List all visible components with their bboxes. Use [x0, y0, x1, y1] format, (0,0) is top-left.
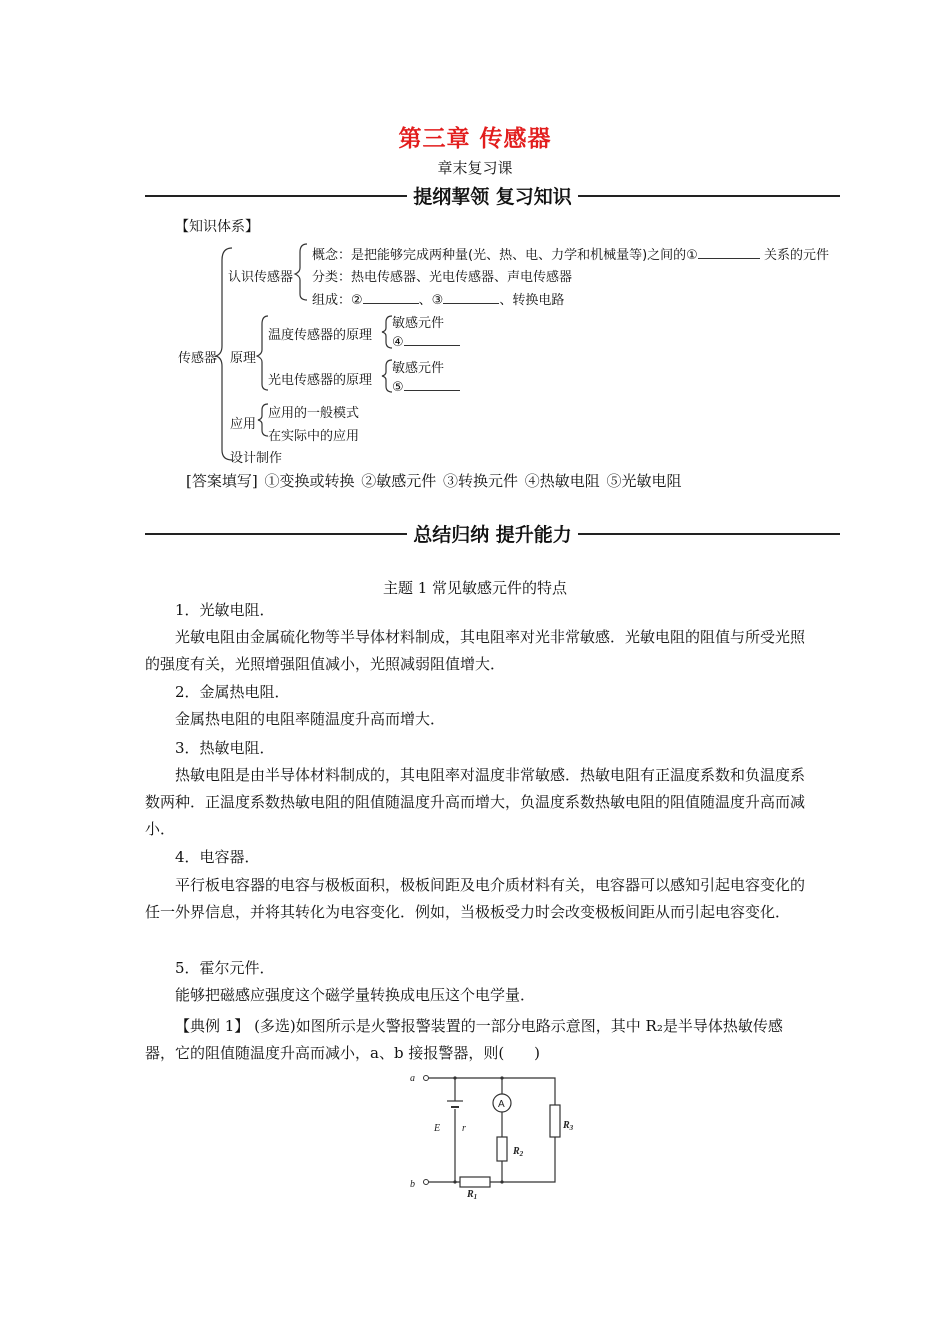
- topic-heading: 主题 1 常见敏感元件的特点: [382, 579, 568, 597]
- blank-3: [443, 303, 499, 304]
- tree-b3: 应用: [230, 417, 257, 432]
- app-brace: [258, 404, 268, 436]
- tree-b3-1: 应用的一般模式: [268, 406, 360, 421]
- tree-b4: 设计制作: [230, 451, 283, 466]
- concept-tail: 关系的元件: [763, 248, 829, 263]
- item-3-title: 3．热敏电阻．: [175, 739, 275, 757]
- blank-5: [404, 390, 460, 391]
- tree-b2-temp-2: ④: [392, 335, 460, 350]
- item-5-title: 5．霍尔元件．: [175, 959, 275, 977]
- tree-b3-2: 在实际中的应用: [268, 429, 360, 444]
- item-4-title: 4．电容器．: [175, 848, 260, 866]
- b1-brace: [295, 244, 307, 300]
- item-3-text: 热敏电阻是由半导体材料制成的，其电阻率对温度非常敏感．热敏电阻有正温度系数和负温度系数两种．正温度系数热敏电阻的阻值随温度升高而增大，负温度系数热敏电阻的阻值随温度升高而减小．: [145, 766, 806, 838]
- b2-brace: [257, 316, 268, 390]
- banner-outline: [145, 182, 840, 210]
- r3-label: $R_3$: [563, 1120, 574, 1132]
- terminal-a: [424, 1076, 429, 1081]
- r2-label: $R_2$: [513, 1146, 524, 1158]
- item-4-text: 平行板电容器的电容与极板面积，极板间距及电介质材料有关，电容器可以感知引起电容变化的任一外界信息，并将其转化为电容变化．例如，当极板受力时会改变极板间距从而引起电容变化．: [145, 876, 806, 921]
- item-1-text: 光敏电阻由金属硫化物等半导体材料制成，其电阻率对光非常敏感．光敏电阻的阻值与所受光照的强度有关，光照增强阻值减小，光照减弱阻值增大．: [145, 628, 806, 673]
- example-text: 【典例 1】 (多选)如图所示是火警报警装置的一部分电路示意图，其中 R₂是半导体热敏传感器，它的阻值随温度升高而减小，a、b 接报警器，则( ): [145, 1017, 783, 1062]
- tree-root: 传感器: [178, 351, 218, 366]
- concept-text: 概念：是把能够完成两种量(光、热、电、力学和机械量等)之间的①: [312, 248, 698, 263]
- answer-line: [答案填写] ①变换或转换 ②敏感元件 ③转换元件 ④热敏电阻 ⑤光敏电阻: [186, 472, 682, 490]
- r1-label: $R_1$: [467, 1189, 478, 1201]
- tree-b2-temp: 温度传感器的原理: [268, 328, 373, 343]
- chapter-title: 第三章 传感器: [398, 126, 552, 152]
- knowledge-header: 【知识体系】: [175, 219, 259, 235]
- comp-a: 组成：②: [312, 293, 363, 308]
- item-2-title: 2．金属热电阻．: [175, 683, 290, 701]
- terminal-b: [424, 1180, 429, 1185]
- resistor-r3: [550, 1105, 560, 1137]
- subtitle: 章末复习课: [437, 159, 513, 177]
- item-1-title: 1．光敏电阻．: [175, 601, 275, 619]
- tree-b2-light-2: ⑤: [392, 380, 460, 395]
- blank-1: [698, 258, 760, 259]
- blank-4: [404, 345, 460, 346]
- bottom-wire: [429, 1137, 556, 1182]
- item-2-text: 金属热电阻的电阻率随温度升高而增大．: [175, 710, 446, 728]
- banner-summary: [145, 520, 840, 548]
- internal-r-label: r: [462, 1123, 466, 1134]
- temp-brace: [382, 316, 392, 348]
- comp-b: 、③: [418, 293, 444, 308]
- terminal-b-label: b: [410, 1179, 415, 1190]
- comp-c: 、转换电路: [499, 293, 565, 308]
- tree-b2-light: 光电传感器的原理: [268, 373, 373, 388]
- banner-summary-text: 总结归纳 提升能力: [407, 524, 578, 546]
- light-brace: [382, 360, 392, 392]
- ammeter-label: A: [498, 1099, 505, 1110]
- blank-2: [363, 303, 419, 304]
- emf-label: E: [434, 1123, 441, 1134]
- resistor-r1: [460, 1177, 490, 1187]
- tree-b1: 认识传感器: [228, 270, 294, 285]
- tree-b2: 原理: [230, 351, 257, 366]
- tree-b2-temp-1: 敏感元件: [392, 316, 445, 331]
- tree-b1-class: 分类：热电传感器、光电传感器、声电传感器: [312, 270, 573, 285]
- item-5-text: 能够把磁感应强度这个磁学量转换成电压这个电学量．: [175, 986, 536, 1004]
- circuit-diagram: [400, 1065, 600, 1205]
- banner-outline-text: 提纲挈领 复习知识: [407, 186, 578, 208]
- tree-b1-comp: [312, 289, 564, 308]
- tree-b2-light-1: 敏感元件: [392, 361, 445, 376]
- terminal-a-label: a: [410, 1073, 415, 1084]
- resistor-r2: [497, 1137, 507, 1161]
- tree-b1-concept: [312, 244, 829, 263]
